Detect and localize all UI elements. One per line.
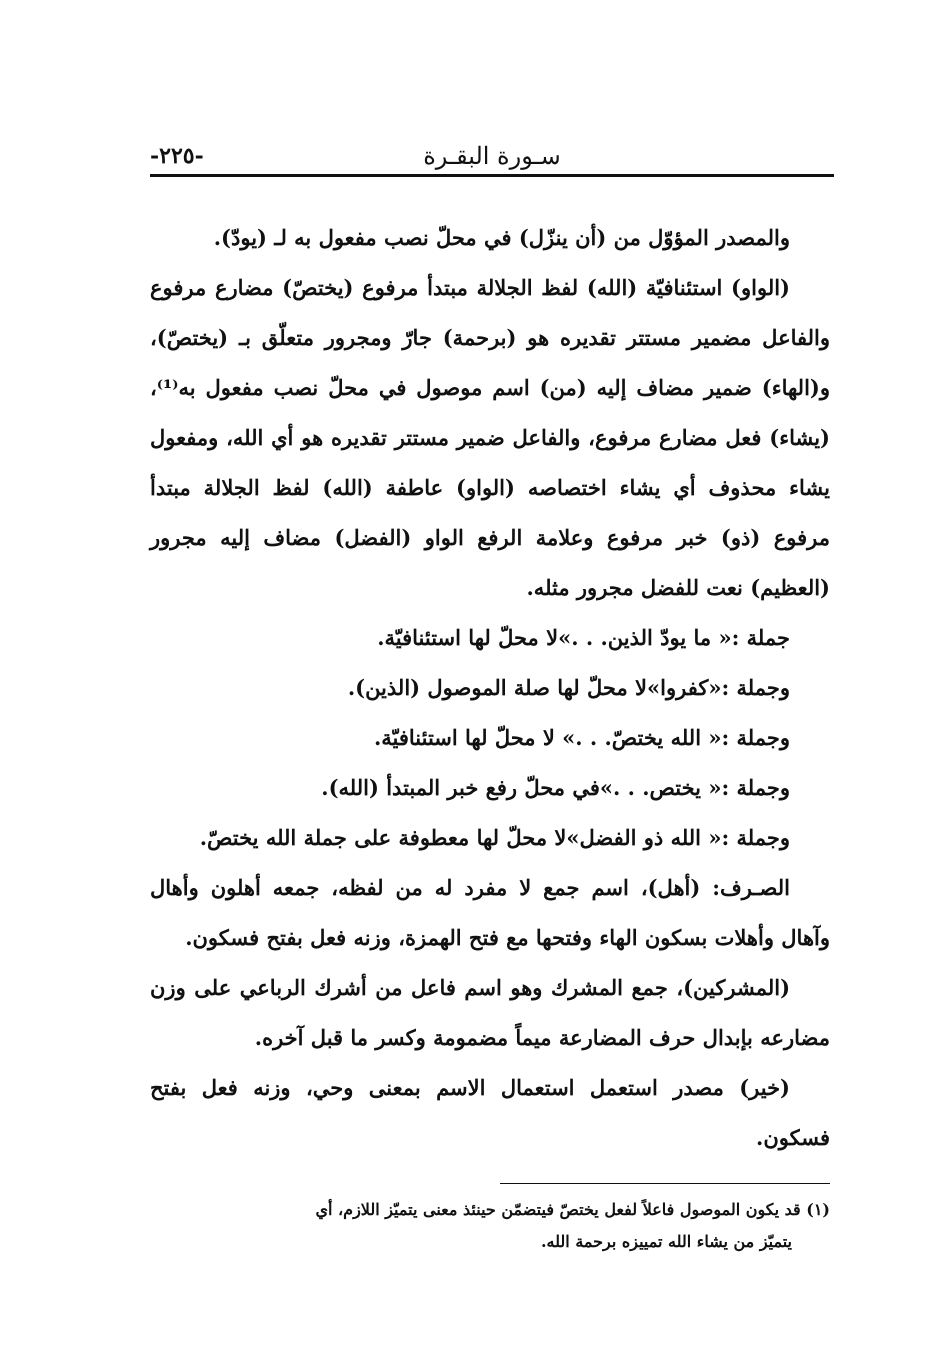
footnote-line-1: (١) قد يكون الموصول فاعلاً لفعل يختصّ فيتضمّن حينئذ معنى يتميّز اللازم، أي xyxy=(315,1200,830,1219)
surah-title: سـورة البقـرة xyxy=(423,142,561,170)
footnote xyxy=(150,1194,830,1258)
sentence-5: وجملة :« الله ذو الفضل»لا محلّ لها معطوفة على جملة الله يختصّ. xyxy=(199,825,790,850)
footnote-rule xyxy=(500,1183,830,1184)
sentence-3: وجملة :« الله يختصّ. . .» لا محلّ لها استئنافيّة. xyxy=(373,725,790,750)
paragraph-masdar: والمصدر المؤوّل من (أن ينزّل) في محلّ نصب مفعول به لـ (يودّ). xyxy=(213,225,790,250)
page-header xyxy=(150,138,834,174)
paragraph-khayr: (خير) مصدر استعمل استعمال الاسم بمعنى وحي، وزنه فعل بفتح فسكون. xyxy=(150,1075,830,1150)
header-rule xyxy=(150,174,834,177)
sentence-1: جملة :« ما يودّ الذين. . .»لا محلّ لها استئنافيّة. xyxy=(377,625,790,650)
sarf-text: (أهل)، اسم جمع لا مفرد له من لفظه، جمعه أهلون وأهال وآهال وأهلات بسكون الهاء وفتحها مع فتح الهمزة، وزنه فعل بفتح فسكون. xyxy=(150,875,830,950)
sentence-2: وجملة :«كفروا»لا محلّ لها صلة الموصول (الذين). xyxy=(347,675,790,700)
sentence-4: وجملة :« يختص. . .»في محلّ رفع خبر المبتدأ (الله). xyxy=(321,775,790,800)
paragraph-mushrikin: (المشركين)، جمع المشرك وهو اسم فاعل من أشرك الرباعي على وزن مضارعه بإبدال حرف المضارعة ميماً مضمومة وكسر ما قبل آخره. xyxy=(150,975,830,1050)
paragraph-irab: (الواو) استئنافيّة (الله) لفظ الجلالة مبتدأ مرفوع (يختصّ) مضارع مرفوع والفاعل مضمير مستتر تقديره هو (برحمة) جارّ ومجرور متعلّق بـ (يختصّ)، و(الهاء) ضمير مضاف إليه (من) اسم موصول في محلّ نصب مفعول به⁽¹⁾، (يشاء) فعل مضارع مرفوع، والفاعل ضمير مستتر تقديره هو أي الله، ومفعول يشاء محذوف أي يشاء اختصاصه (الواو) عاطفة (الله) لفظ الجلالة مبتدأ مرفوع (ذو) خبر مرفوع وعلامة الرفع الواو (الفضل) مضاف إليه مجرور (العظيم) نعت للفضل مجرور مثله. xyxy=(150,275,830,600)
paragraph-sarf xyxy=(150,863,830,963)
footnote-line-2: يتميّز من يشاء الله تمييزه برحمة الله. xyxy=(540,1232,792,1251)
main-text xyxy=(150,213,830,1163)
sarf-label: الصـرف: xyxy=(712,875,790,900)
page-number: -٢٢٥- xyxy=(150,143,204,169)
